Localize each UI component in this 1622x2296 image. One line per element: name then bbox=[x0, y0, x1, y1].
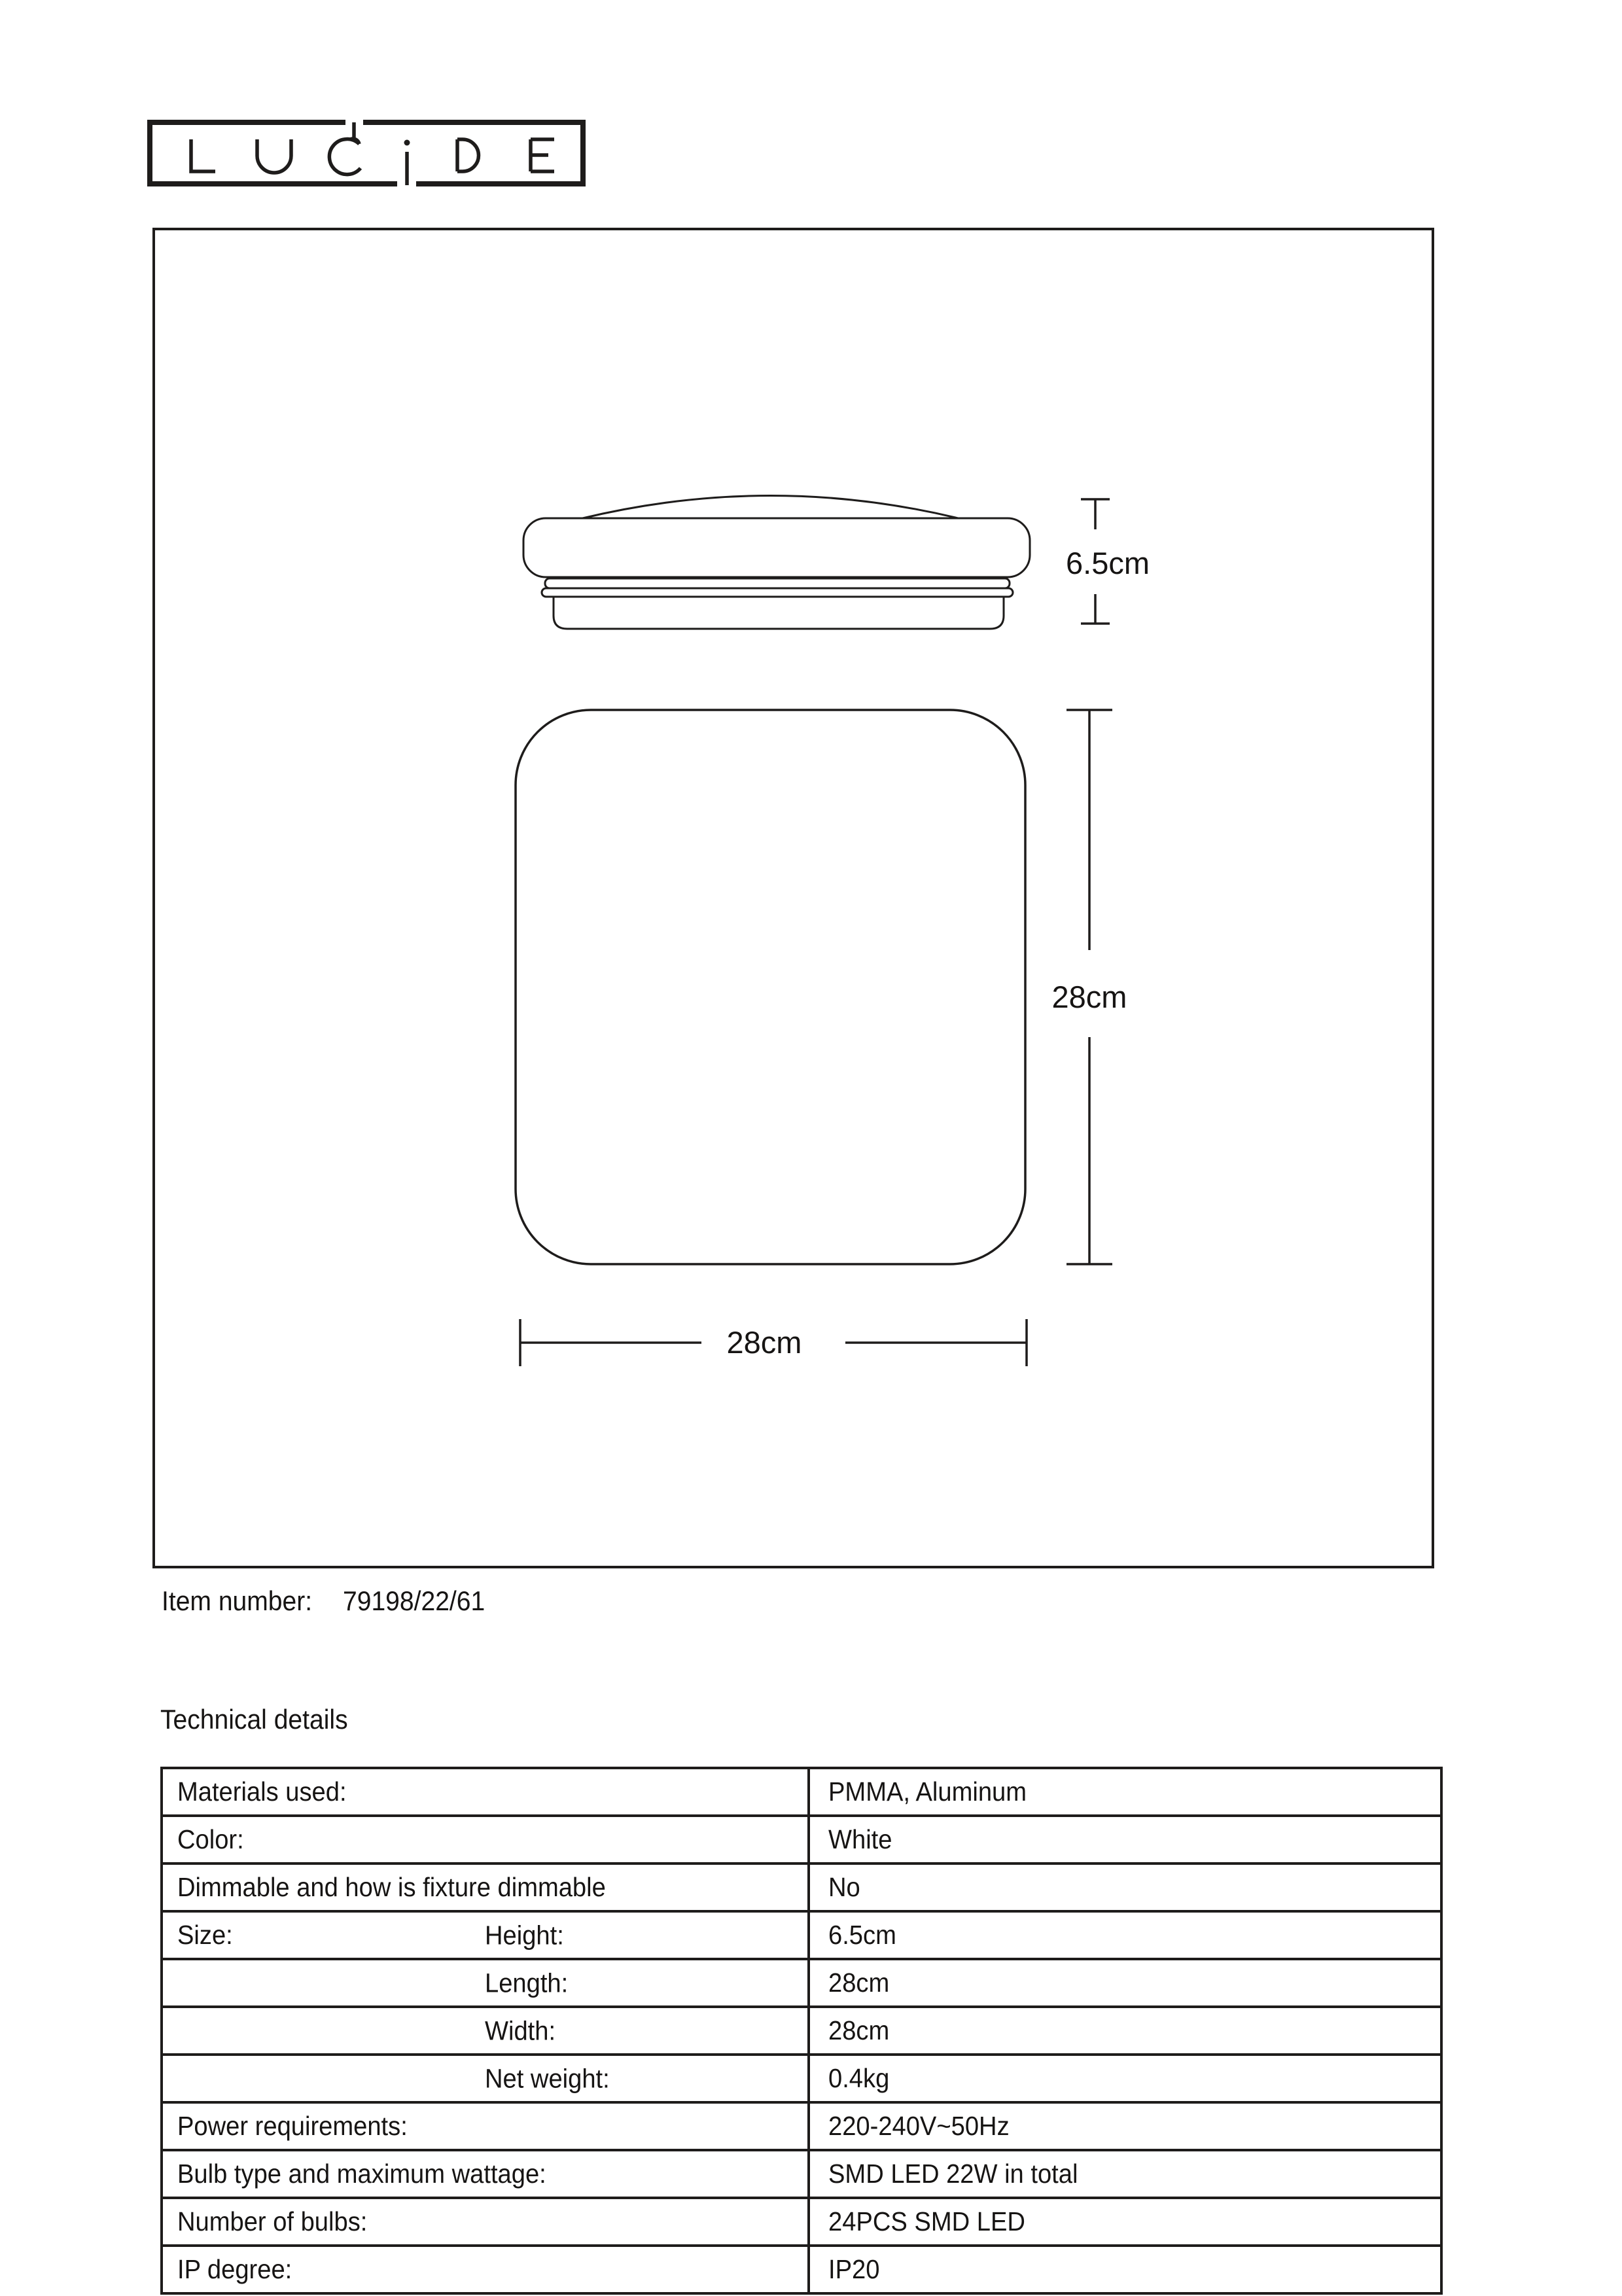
row-value: IP20 bbox=[828, 2254, 880, 2284]
dimension-height bbox=[1066, 499, 1150, 624]
row-value: 220-240V~50Hz bbox=[828, 2111, 1010, 2141]
row-label: IP degree: bbox=[177, 2254, 292, 2284]
table-row bbox=[162, 1768, 1441, 1816]
row-value: 24PCS SMD LED bbox=[828, 2206, 1025, 2236]
technical-details-heading: Technical details bbox=[160, 1704, 348, 1735]
row-label: Color: bbox=[177, 1824, 244, 1854]
drawing-frame bbox=[154, 229, 1433, 1567]
table-row bbox=[162, 2055, 1441, 2102]
table-row bbox=[162, 2102, 1441, 2150]
item-number-line bbox=[162, 1585, 496, 1617]
table-row bbox=[162, 2198, 1441, 2246]
row-sublabel: Net weight: bbox=[485, 2063, 610, 2093]
table-row bbox=[162, 1816, 1441, 1863]
lamp-ring-lower bbox=[542, 588, 1013, 597]
table-row bbox=[162, 1959, 1441, 2007]
row-label: Materials used: bbox=[177, 1776, 347, 1807]
table-row bbox=[162, 1863, 1441, 1911]
row-value: White bbox=[828, 1824, 892, 1854]
row-sublabel: Length: bbox=[485, 1968, 569, 1998]
row-value: 28cm bbox=[828, 2015, 890, 2045]
row-label: Power requirements: bbox=[177, 2111, 408, 2141]
lamp-side-view bbox=[523, 495, 1030, 629]
dimension-width bbox=[520, 1319, 1027, 1366]
dimension-depth bbox=[1052, 710, 1127, 1264]
lamp-base bbox=[554, 597, 1004, 629]
lamp-top-view bbox=[516, 710, 1025, 1264]
dimension-width-label: 28cm bbox=[726, 1325, 802, 1360]
row-value: No bbox=[828, 1872, 860, 1902]
row-sublabel: Height: bbox=[485, 1920, 564, 1950]
table-row bbox=[162, 1911, 1441, 1959]
row-value: PMMA, Aluminum bbox=[828, 1776, 1027, 1807]
table-row bbox=[162, 2246, 1441, 2293]
row-label: Number of bulbs: bbox=[177, 2206, 368, 2236]
dimension-height-label: 6.5cm bbox=[1066, 546, 1150, 580]
row-sublabel: Width: bbox=[485, 2015, 556, 2045]
row-label: Bulb type and maximum wattage: bbox=[177, 2159, 546, 2189]
table-row bbox=[162, 2007, 1441, 2055]
row-value: SMD LED 22W in total bbox=[828, 2159, 1078, 2189]
technical-details-table bbox=[160, 1767, 1443, 2295]
row-value: 0.4kg bbox=[828, 2063, 890, 2093]
item-number-value: 79198/22/61 bbox=[343, 1585, 485, 1616]
row-label: Size: bbox=[177, 1920, 233, 1950]
lamp-body bbox=[523, 518, 1030, 577]
table-row bbox=[162, 2150, 1441, 2198]
item-number-label: Item number: bbox=[162, 1585, 313, 1616]
lamp-ring-upper bbox=[545, 578, 1010, 588]
dimension-depth-label: 28cm bbox=[1051, 980, 1127, 1014]
row-value: 28cm bbox=[828, 1968, 890, 1998]
row-value: 6.5cm bbox=[828, 1920, 896, 1950]
row-label: Dimmable and how is fixture dimmable bbox=[177, 1872, 606, 1902]
